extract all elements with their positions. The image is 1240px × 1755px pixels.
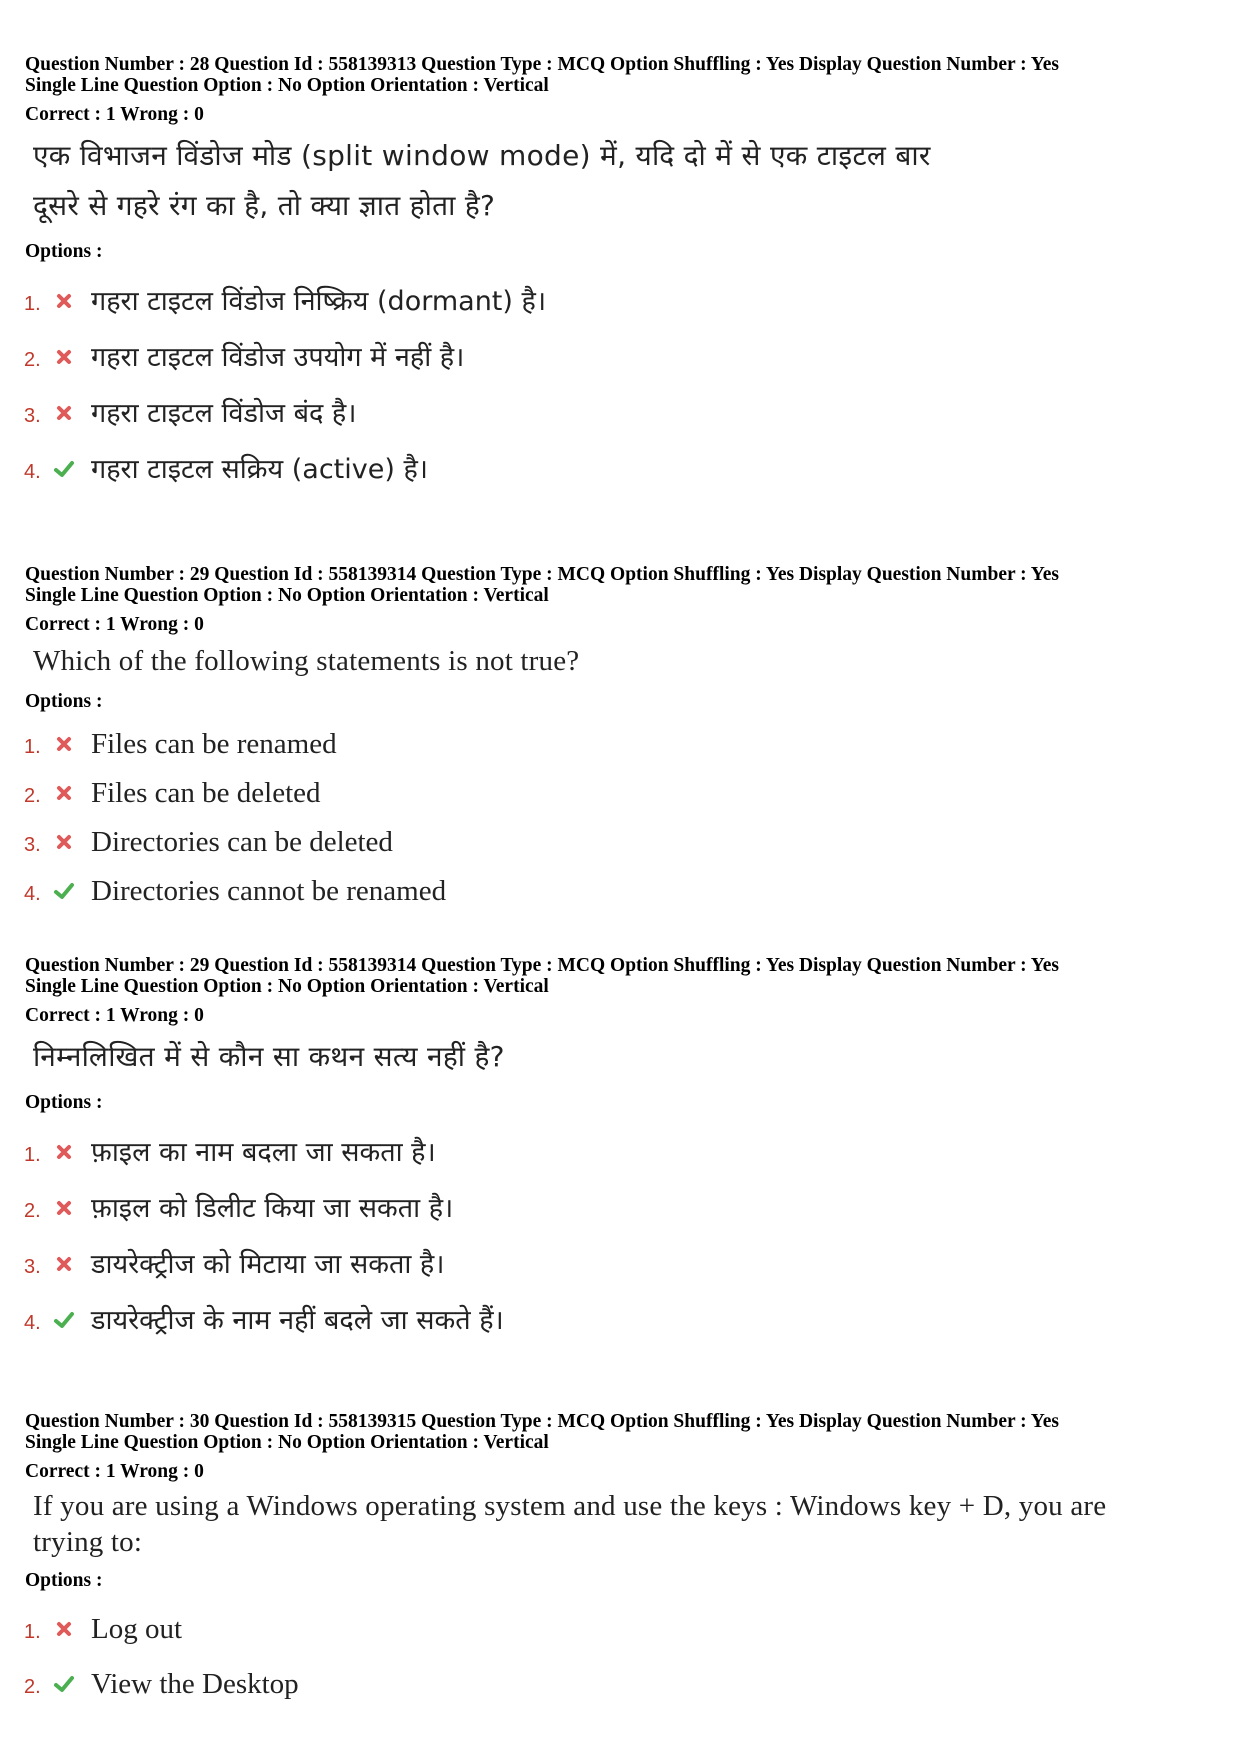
- check-icon: [53, 458, 75, 480]
- question-text-line: Which of the following statements is not true?: [33, 645, 580, 677]
- options-label: Options :: [25, 1092, 103, 1113]
- question-score: Correct : 1 Wrong : 0: [25, 104, 204, 125]
- option-text: Directories can be deleted: [91, 826, 393, 858]
- question-meta-options: Single Line Question Option : No Option Orientation : Vertical: [25, 976, 549, 997]
- option-item: [25, 262, 1215, 318]
- option-text: डायरेक्ट्रीज को मिटाया जा सकता है।: [91, 1249, 445, 1280]
- question-block: [25, 54, 1215, 486]
- option-item: [25, 1646, 1215, 1701]
- option-number: 1.: [24, 293, 41, 315]
- question-score: Correct : 1 Wrong : 0: [25, 1005, 204, 1026]
- cross-icon: [53, 1141, 75, 1163]
- check-icon: [53, 1309, 75, 1331]
- question-meta: Question Number : 29 Question Id : 558139314 Question Type : MCQ Option Shuffling : Yes Display Question Number : Yes: [25, 564, 1059, 585]
- option-text: गहरा टाइटल विंडोज निष्क्रिय (dormant) है।: [91, 286, 547, 317]
- cross-icon: [53, 1197, 75, 1219]
- option-item: [25, 1591, 1215, 1646]
- question-block: [25, 955, 1215, 1337]
- option-text: Files can be deleted: [91, 777, 321, 809]
- option-number: 2.: [24, 785, 41, 807]
- question-text-line: निम्नलिखित में से कौन सा कथन सत्य नहीं है?: [33, 1040, 505, 1073]
- question-meta: Question Number : 30 Question Id : 558139315 Question Type : MCQ Option Shuffling : Yes Display Question Number : Yes: [25, 1411, 1059, 1432]
- option-number: 1.: [24, 1621, 41, 1643]
- option-text: डायरेक्ट्रीज के नाम नहीं बदले जा सकते हैं।: [91, 1305, 504, 1336]
- option-text: फ़ाइल को डिलीट किया जा सकता है।: [91, 1193, 454, 1224]
- option-number: 2.: [24, 1676, 41, 1698]
- option-item: [25, 1169, 1215, 1225]
- options-label: Options :: [25, 1570, 103, 1591]
- option-item: [25, 374, 1215, 430]
- cross-icon: [53, 346, 75, 368]
- question-meta: Question Number : 29 Question Id : 558139314 Question Type : MCQ Option Shuffling : Yes Display Question Number : Yes: [25, 955, 1059, 976]
- option-item: [25, 712, 1215, 761]
- option-item: [25, 859, 1215, 908]
- option-item: [25, 810, 1215, 859]
- question-text: [33, 131, 1215, 231]
- option-item: [25, 761, 1215, 810]
- option-number: 1.: [24, 736, 41, 758]
- question-text: [33, 1488, 1215, 1560]
- option-item: [25, 1281, 1215, 1337]
- options-label: Options :: [25, 241, 103, 262]
- option-number: 1.: [24, 1144, 41, 1166]
- question-text: [33, 641, 1215, 681]
- question-block: [25, 564, 1215, 908]
- check-icon: [53, 880, 75, 902]
- options-label: Options :: [25, 691, 103, 712]
- question-text-line: trying to:: [33, 1526, 143, 1558]
- question-text-line: एक विभाजन विंडोज मोड (split window mode) में, यदि दो में से एक टाइटल बार: [33, 139, 931, 172]
- option-item: [25, 318, 1215, 374]
- cross-icon: [53, 290, 75, 312]
- question-text: [33, 1032, 1215, 1082]
- option-text: Directories cannot be renamed: [91, 875, 447, 907]
- question-score: Correct : 1 Wrong : 0: [25, 614, 204, 635]
- option-number: 4.: [24, 1312, 41, 1334]
- check-icon: [53, 1673, 75, 1695]
- question-meta-options: Single Line Question Option : No Option Orientation : Vertical: [25, 585, 549, 606]
- question-meta-options: Single Line Question Option : No Option Orientation : Vertical: [25, 1432, 549, 1453]
- cross-icon: [53, 1618, 75, 1640]
- option-number: 2.: [24, 1200, 41, 1222]
- option-number: 3.: [24, 1256, 41, 1278]
- option-text: View the Desktop: [91, 1668, 299, 1700]
- option-number: 3.: [24, 405, 41, 427]
- cross-icon: [53, 782, 75, 804]
- option-number: 3.: [24, 834, 41, 856]
- option-item: [25, 430, 1215, 486]
- question-meta: Question Number : 28 Question Id : 558139313 Question Type : MCQ Option Shuffling : Yes Display Question Number : Yes: [25, 54, 1059, 75]
- option-item: [25, 1113, 1215, 1169]
- question-text-line: दूसरे से गहरे रंग का है, तो क्या ज्ञात होता है?: [33, 189, 496, 222]
- question-text-line: If you are using a Windows operating system and use the keys : Windows key + D, you are: [33, 1490, 1107, 1522]
- option-number: 4.: [24, 461, 41, 483]
- option-text: Log out: [91, 1613, 183, 1645]
- option-text: गहरा टाइटल सक्रिय (active) है।: [91, 454, 429, 485]
- option-item: [25, 1225, 1215, 1281]
- option-text: Files can be renamed: [91, 728, 337, 760]
- option-number: 2.: [24, 349, 41, 371]
- option-text: गहरा टाइटल विंडोज बंद है।: [91, 398, 357, 429]
- cross-icon: [53, 733, 75, 755]
- question-block: [25, 1411, 1215, 1701]
- cross-icon: [53, 402, 75, 424]
- cross-icon: [53, 831, 75, 853]
- option-text: फ़ाइल का नाम बदला जा सकता है।: [91, 1137, 436, 1168]
- option-number: 4.: [24, 883, 41, 905]
- question-score: Correct : 1 Wrong : 0: [25, 1461, 204, 1482]
- question-meta-options: Single Line Question Option : No Option Orientation : Vertical: [25, 75, 549, 96]
- option-text: गहरा टाइटल विंडोज उपयोग में नहीं है।: [91, 342, 465, 373]
- cross-icon: [53, 1253, 75, 1275]
